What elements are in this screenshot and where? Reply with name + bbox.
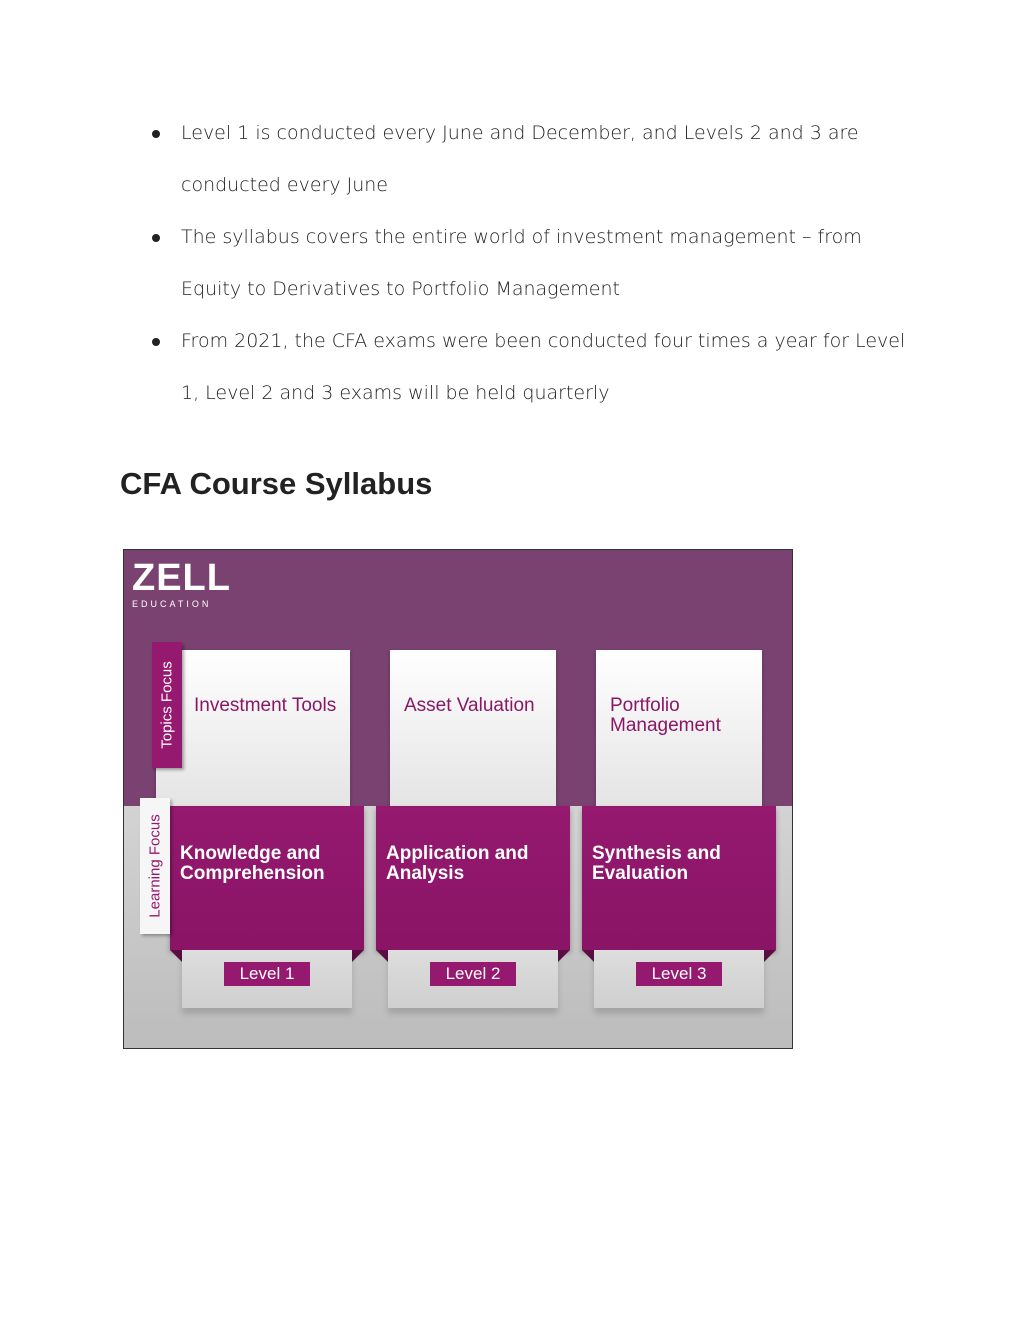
list-item (148, 211, 918, 315)
learning-focus-tab (140, 798, 170, 934)
topic-label: Portfolio Management (610, 695, 721, 736)
bullet-list (148, 107, 918, 419)
level-badge: Level 1 (224, 962, 310, 986)
list-item (148, 315, 918, 419)
bullet-dot-icon (152, 130, 160, 138)
learning-card (376, 806, 570, 950)
level-base (388, 950, 558, 1008)
topics-focus-label: Topics Focus (158, 661, 176, 749)
bullet-dot-icon (152, 234, 160, 242)
level-badge: Level 2 (430, 962, 516, 986)
list-item (148, 107, 918, 211)
learning-card (170, 806, 364, 950)
fold-shadow (352, 950, 364, 962)
section-heading: CFA Course Syllabus (120, 466, 433, 501)
level-base (594, 950, 764, 1008)
topic-card (156, 650, 350, 806)
syllabus-infographic (123, 549, 793, 1049)
fold-shadow (558, 950, 570, 962)
level-base (182, 950, 352, 1008)
logo-mark: ZELL (132, 557, 231, 599)
level-badge: Level 3 (636, 962, 722, 986)
bullet-dot-icon (152, 338, 160, 346)
topic-card (390, 650, 556, 806)
topic-card (596, 650, 762, 806)
bullet-text: Level 1 is conducted every June and December, and Levels 2 and 3 are conducted every June (181, 122, 859, 196)
learning-label: Synthesis and Evaluation (592, 843, 721, 884)
learning-label: Knowledge and Comprehension (180, 843, 325, 884)
topic-label: Asset Valuation (404, 695, 535, 716)
bullet-text: From 2021, the CFA exams were been conducted four times a year for Level 1, Level 2 and 3 exams will be held quarterly (181, 330, 906, 404)
learning-focus-label: Learning Focus (146, 814, 164, 918)
logo-subtitle: EDUCATION (132, 599, 212, 609)
zell-logo (132, 558, 231, 609)
learning-label: Application and Analysis (386, 843, 529, 884)
learning-card (582, 806, 776, 950)
topic-label: Investment Tools (194, 695, 337, 716)
bullet-text: The syllabus covers the entire world of investment management – from Equity to Derivatives to Portfolio Management (181, 226, 862, 300)
fold-shadow (582, 950, 594, 962)
fold-shadow (764, 950, 776, 962)
topics-focus-tab (152, 642, 182, 768)
fold-shadow (376, 950, 388, 962)
fold-shadow (170, 950, 182, 962)
